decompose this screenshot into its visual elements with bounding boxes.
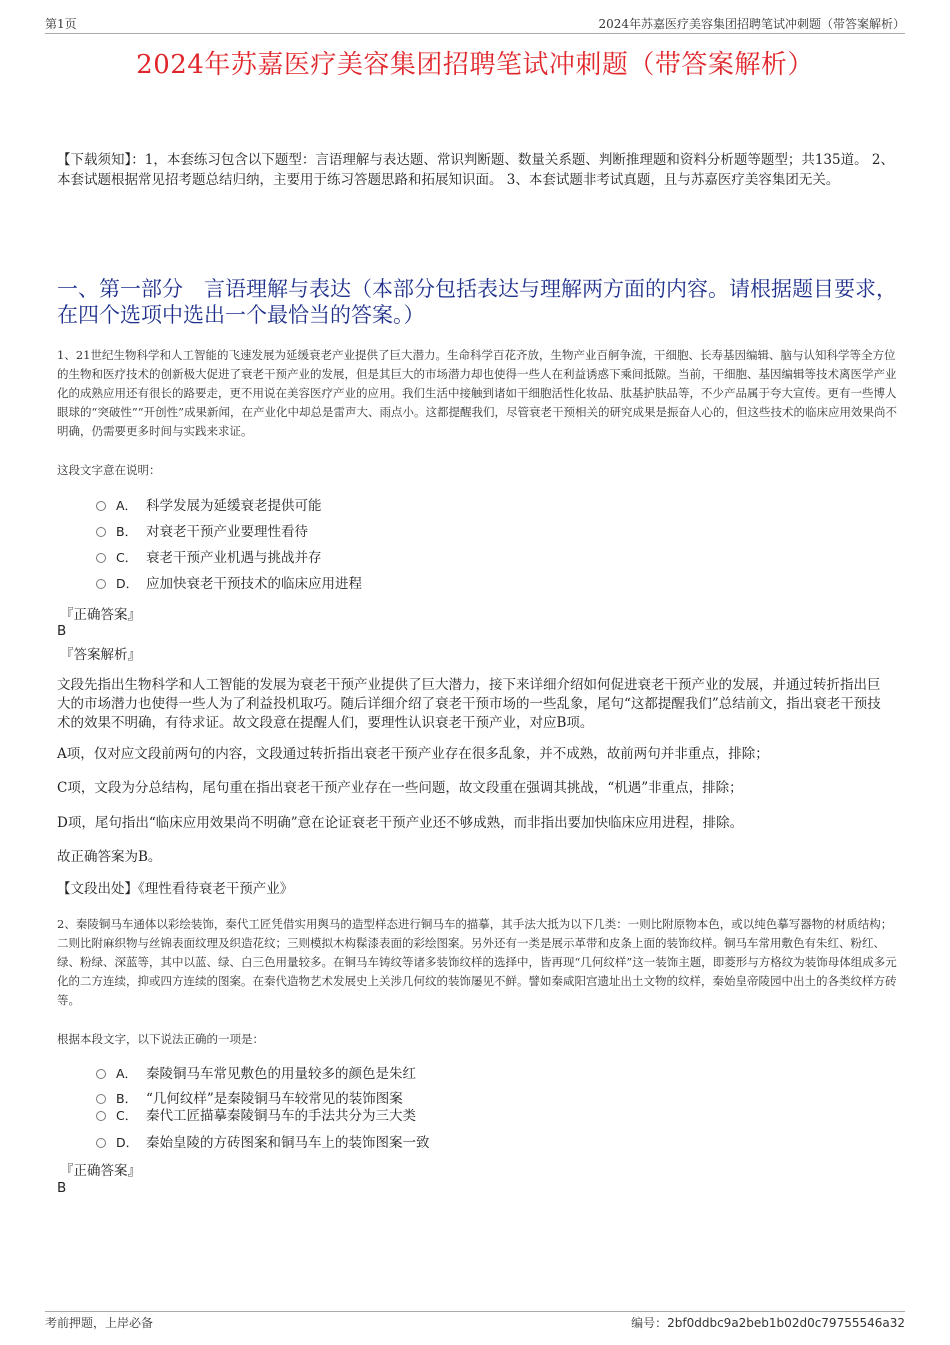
footer-code-label: 编号： bbox=[631, 1316, 668, 1330]
q2-option-c[interactable]: C． 秦代工匠描摹秦陵铜马车的手法共分为三大类 bbox=[96, 1106, 416, 1126]
question-2-prompt: 根据本段文字，以下说法正确的一项是： bbox=[57, 1032, 264, 1046]
section-heading: 一、第一部分 言语理解与表达（本部分包括表达与理解两方面的内容。请根据题目要求，在四个选项中选出一个最恰当的答案。） bbox=[57, 277, 897, 327]
download-notice: 【下载须知】：1，本套练习包含以下题型：言语理解与表达题、常识判断题、数量关系题、判断推理题和资料分析题等题型；共135道。 2、本套试题根据常见招考题总结归纳，主要用于练习答题思路和拓展知识面。 3、本套试题非考试真题，且与苏嘉医疗美容集团无关。 bbox=[57, 152, 894, 188]
q2-option-b[interactable]: B． “几何纹样”是秦陵铜马车较常见的装饰图案 bbox=[96, 1089, 403, 1109]
q1-source: 【文段出处】《理性看待衰老干预产业》 bbox=[57, 881, 294, 897]
q2-option-d[interactable]: D． 秦始皇陵的方砖图案和铜马车上的装饰图案一致 bbox=[96, 1133, 430, 1153]
q1-analysis-paragraph: 故正确答案为B。 bbox=[57, 849, 162, 865]
radio-icon[interactable] bbox=[96, 1111, 106, 1121]
footer-code bbox=[631, 1314, 905, 1331]
footer-code-value: 2bf0ddbc9a2beb1b02d0c79755546a32 bbox=[667, 1316, 905, 1330]
q1-option-b[interactable]: B． 对衰老干预产业要理性看待 bbox=[96, 522, 308, 542]
radio-icon[interactable] bbox=[96, 1094, 106, 1104]
radio-icon[interactable] bbox=[96, 527, 106, 537]
q1-analysis-paragraph: A项，仅对应文段前两句的内容，文段通过转折指出衰老干预产业存在很多乱象，并不成熟，故前两句并非重点，排除； bbox=[57, 746, 769, 762]
question-1-prompt: 这段文字意在说明： bbox=[57, 463, 161, 477]
q1-analysis-paragraph: D项，尾句指出“临床应用效果尚不明确”意在论证衰老干预产业还不够成熟，而非指出要加快临床应用进程，排除。 bbox=[57, 815, 744, 831]
q1-option-a[interactable]: A． 科学发展为延缓衰老提供可能 bbox=[96, 496, 322, 516]
radio-icon[interactable] bbox=[96, 553, 106, 563]
radio-icon[interactable] bbox=[96, 579, 106, 589]
q1-analysis-paragraph: C项，文段为分总结构，尾句重在指出衰老干预产业存在一些问题，故文段重在强调其挑战，“机遇”非重点，排除； bbox=[57, 780, 743, 796]
radio-icon[interactable] bbox=[96, 501, 106, 511]
q2-answer-label: 『正确答案』 bbox=[60, 1163, 141, 1179]
question-1-stem: 1、21世纪生物科学和人工智能的飞速发展为延缓衰老产业提供了巨大潜力。生命科学百花齐放，生物产业百舸争流，干细胞、长寿基因编辑、脑与认知科学等全方位的生物和医疗技术的创新极大促进了衰老干预产业的发展，但是其巨大的市场潜力却也使得一些人在利益诱惑下乘间抵隙。当前，干细胞、基因编辑等技术离医学产业化的成熟应用还有很长的路要走，更不用说在美容医疗产业的应用。我们生活中接触到诸如干细胞活性化妆品、肽基护肤品等，不少产品属于夸大宣传。更有一些博人眼球的“突破性”“开创性”成果新闻，在产业化中却总是雷声大、雨点小。这都提醒我们，尽管衰老干预相关的研究成果是振奋人心的，但这些技术的临床应用效果尚不明确，仍需要更多时间与实践来求证。 bbox=[57, 348, 898, 438]
footer-divider bbox=[45, 1311, 905, 1312]
footer-slogan: 考前押题，上岸必备 bbox=[45, 1316, 154, 1330]
q1-answer-label: 『正确答案』 bbox=[60, 607, 141, 623]
header-divider bbox=[45, 33, 905, 34]
question-2-stem: 2、秦陵铜马车通体以彩绘装饰，秦代工匠凭借实用舆马的造型样态进行铜马车的描摹，其手法大抵为以下几类：一则比附原物本色，或以纯色摹写器物的材质结构；二则比附麻织物与丝锦表面纹理及织造花纹；三则模拟木构髹漆表面的彩绘图案。另外还有一类是展示革带和皮条上面的装饰纹样。铜马车常用敷色有朱红、粉红、绿、粉绿、深蓝等，其中以蓝、绿、白三色用量较多。在铜马车铸纹等诸多装饰纹样的选择中，皆再现“几何纹样”这一装饰主题，即菱形与方格纹为装饰母体组成多元化的二方连续，抑或四方连续的图案。在秦代造物艺术发展史上关涉几何纹的装饰屡见不鲜。譬如秦咸阳宫遗址出土文物的纹样，秦始皇帝陵园中出土的各类纹样方砖等。 bbox=[57, 917, 897, 1007]
q1-analysis-paragraph: 文段先指出生物科学和人工智能的发展为衰老干预产业提供了巨大潜力，接下来详细介绍如何促进衰老干预产业的发展，并通过转折指出巨大的市场潜力也使得一些人为了利益投机取巧。随后详细介绍了衰老干预市场的一些乱象，尾句“这都提醒我们”总结前文，指出衰老干预技术的效果不明确，有待求证。故文段意在提醒人们，要理性认识衰老干预产业，对应B项。 bbox=[57, 677, 881, 731]
radio-icon[interactable] bbox=[96, 1138, 106, 1148]
q2-option-a[interactable]: A． 秦陵铜马车常见敷色的用量较多的颜色是朱红 bbox=[96, 1064, 416, 1084]
radio-icon[interactable] bbox=[96, 1069, 106, 1079]
page-number: 第1页 bbox=[45, 17, 77, 31]
q1-analysis-label: 『答案解析』 bbox=[60, 647, 141, 663]
q1-option-c[interactable]: C． 衰老干预产业机遇与挑战并存 bbox=[96, 548, 322, 568]
q1-answer: B bbox=[57, 623, 67, 639]
q2-answer: B bbox=[57, 1180, 67, 1196]
q1-option-d[interactable]: D． 应加快衰老干预技术的临床应用进程 bbox=[96, 574, 362, 594]
running-title: 2024年苏嘉医疗美容集团招聘笔试冲刺题（带答案解析） bbox=[598, 17, 905, 31]
page-title: 2024年苏嘉医疗美容集团招聘笔试冲刺题（带答案解析） bbox=[136, 50, 814, 80]
